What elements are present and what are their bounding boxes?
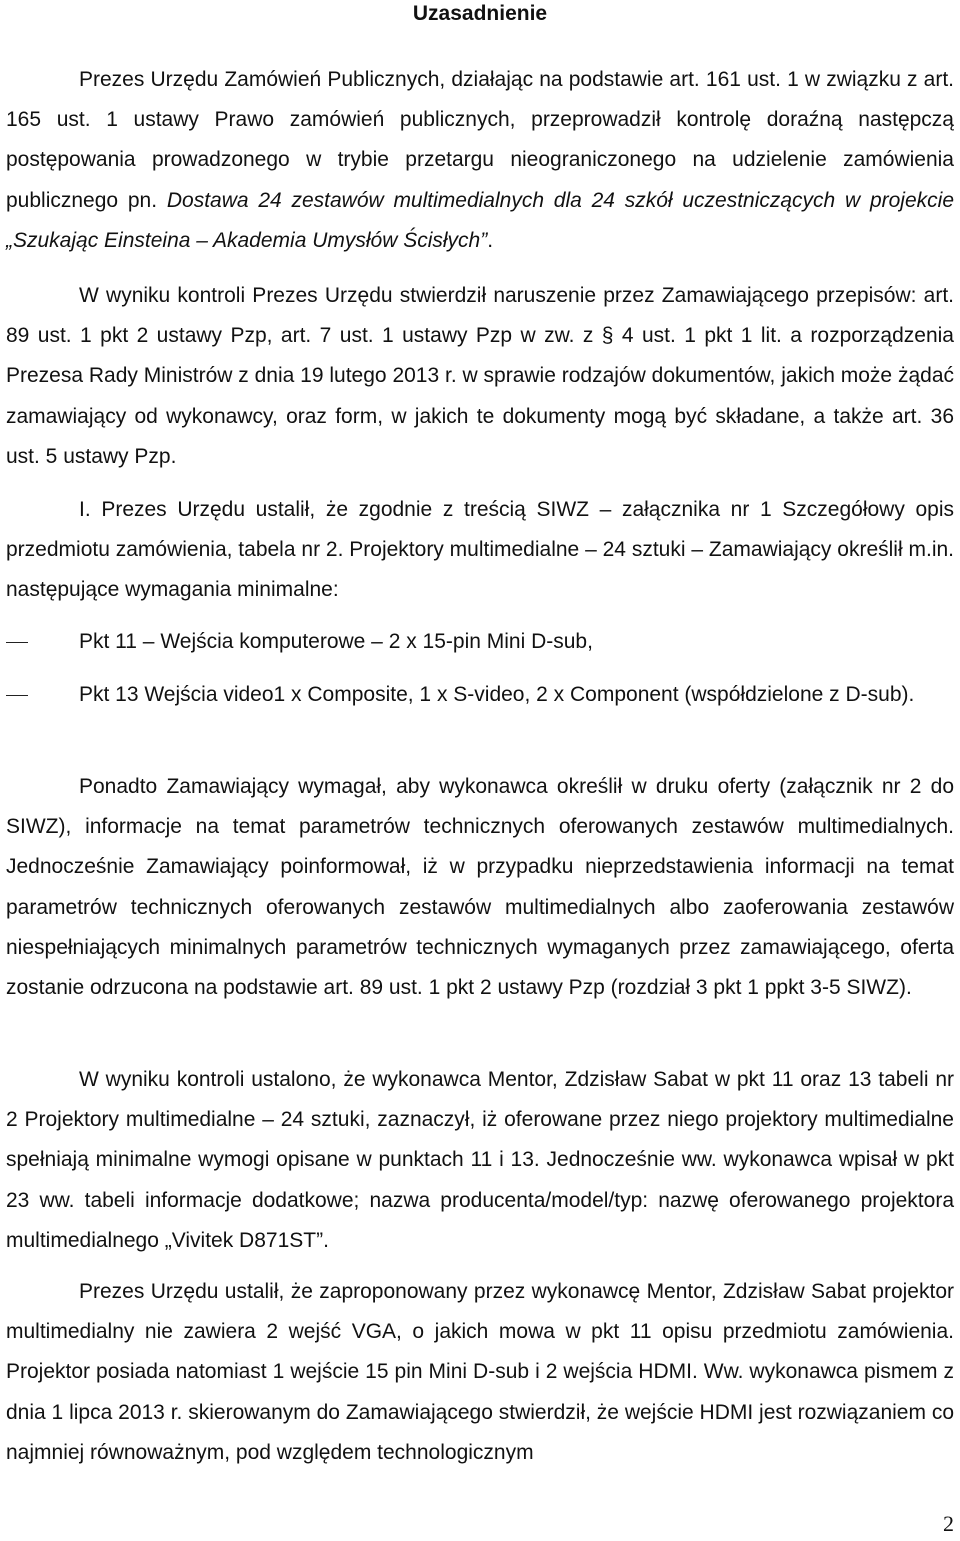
bullet-item-pkt13 [6,675,954,715]
bullet-text: Pkt 13 Wejścia video1 x Composite, 1 x S-video, 2 x Component (współdzielone z D-sub). [79,683,915,706]
page-number: 2 [943,1511,954,1536]
bullet-text: Pkt 11 – Wejścia komputerowe – 2 x 15-pin Mini D-sub, [79,630,593,653]
dash-bullet-icon [6,642,28,643]
document-title: Uzasadnienie [412,2,548,25]
paragraph-findings-siwz: I. Prezes Urzędu ustalił, że zgodnie z treścią SIWZ – załącznika nr 1 Szczegółowy opis przedmiotu zamówienia, tabela nr 2. Projektory multimedialne – 24 sztuki – Zamawiający określił m.in. następujące wymagania minimalne: [6,498,954,602]
paragraph-intro-end: . [487,228,494,252]
paragraph-projector-findings: Prezes Urzędu ustalił, że zaproponowany przez wykonawcę Mentor, Zdzisław Sabat projektor multimedialny nie zawiera 2 wejść VGA, o jakich mowa w pkt 11 opisu przedmiotu zamówienia. Projektor posiada natomiast 1 wejście 15 pin Mini D-sub i 2 wejścia HDMI. Ww. wykonawca pismem z dnia 1 lipca 2013 r. skierowanym do Zamawiającego stwierdził, że wejście HDMI jest rozwiązaniem co najmniej równoważnym, pod względem technologicznym [6,1280,954,1464]
paragraph-control-results: W wyniku kontroli ustalono, że wykonawca Mentor, Zdzisław Sabat w pkt 11 oraz 13 tabeli nr 2 Projektory multimedialne – 24 sztuki, zaznaczył, iż oferowane przez niego projektory multimedialne spełniają minimalne wymogi opisane w punktach 11 i 13. Jednocześnie ww. wykonawca wpisał w pkt 23 ww. tabeli informacje dodatkowe; nazwa producenta/model/typ: nazwę oferowanego projektora multimedialnego „Vivitek D871ST”. [6,1068,954,1252]
procurement-name: Dostawa 24 zestawów multimedialnych dla 24 szkół uczestniczących w projekcie „Szukając Einsteina – Akademia Umysłów Ścisłych” [6,188,954,252]
bullet-item-pkt11 [6,622,954,662]
paragraph-requirements: Ponadto Zamawiający wymagał, aby wykonawca określił w druku oferty (załącznik nr 2 do SIWZ), informacje na temat parametrów technicznych oferowanych zestawów multimedialnych. Jednocześnie Zamawiający poinformował, iż w przypadku nieprzedstawienia informacji na temat parametrów technicznych oferowanych zestawów multimedialnych albo zaoferowania zestawów niespełniających minimalnych parametrów technicznych wymaganych przez zamawiającego, oferta zostanie odrzucona na podstawie art. 89 ust. 1 pkt 2 ustawy Pzp (rozdział 3 pkt 1 ppkt 3-5 SIWZ). [6,775,954,1000]
paragraph-intro [6,60,954,261]
paragraph-intro-text: Prezes Urzędu Zamówień Publicznych, działając na podstawie art. 161 ust. 1 w związku z art. 165 ust. 1 ustawy Prawo zamówień publicznych, przeprowadził kontrolę doraźną następczą postępowania prowadzonego w trybie przetargu nieograniczonego na udzielenie zamówienia publicznego pn. [6,68,954,212]
paragraph-violations: W wyniku kontroli Prezes Urzędu stwierdził naruszenie przez Zamawiającego przepisów: art. 89 ust. 1 pkt 2 ustawy Pzp, art. 7 ust. 1 ustawy Pzp w zw. z § 4 ust. 1 pkt 1 lit. a rozporządzenia Prezesa Rady Ministrów z dnia 19 lutego 2013 r. w sprawie rodzajów dokumentów, jakich może żądać zamawiający od wykonawcy, oraz form, w jakich te dokumenty mogą być składane, a także art. 36 ust. 5 ustawy Pzp. [6,284,954,468]
dash-bullet-icon [6,695,28,696]
